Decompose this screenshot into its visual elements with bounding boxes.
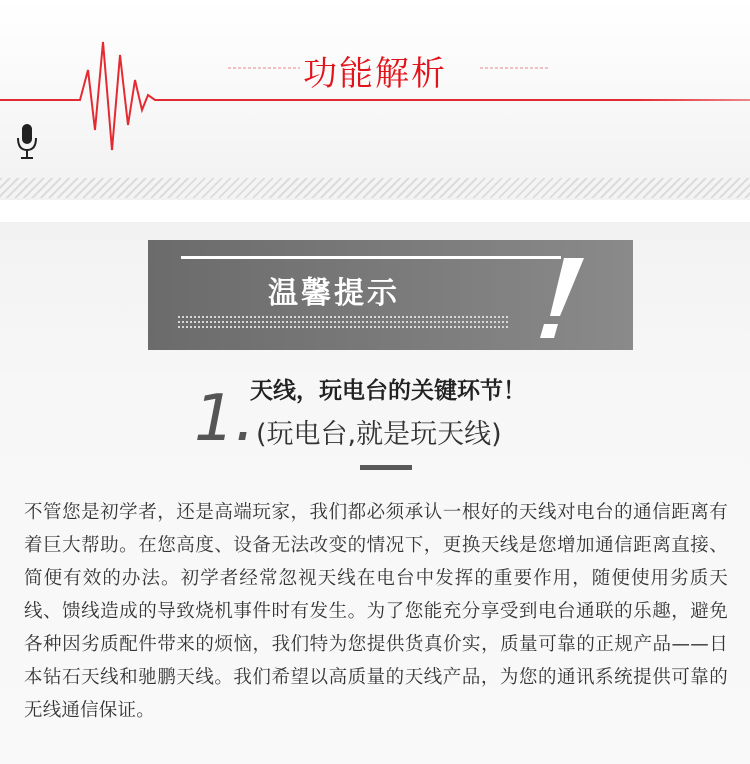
divider-stripe: [0, 178, 750, 198]
exclamation-icon: [536, 258, 586, 340]
body-paragraph: 不管您是初学者，还是高端玩家，我们都必须承认一根好的天线对电台的通信距离有着巨大帮助。在您高度、设备无法改变的情况下，更换天线是您增加通信距离直接、简便有效的办法。初学者经常忽视天线在电台中发挥的重要作用，随便使用劣质天线、馈线造成的导致烧机事件时有发生。为了您能充分享受到电台通联的乐趣，避免各种因劣质配件带来的烦恼，我们特为您提供货真价实，质量可靠的正规产品——日本钻石天线和驰鹏天线。我们希望以高质量的天线产品，为您的通讯系统提供可靠的无线通信保证。: [24, 502, 728, 721]
tip-title: 温馨提示: [268, 276, 400, 311]
heartbeat-wave: [0, 0, 750, 200]
tip-banner-line: [181, 256, 561, 259]
header-band: [0, 0, 750, 200]
section-heading: 天线，玩电台的关键环节！: [250, 378, 526, 404]
section-number: 1.: [194, 382, 256, 456]
microphone-icon: [16, 122, 38, 162]
page-title: 功能解析: [303, 54, 447, 94]
section-divider: [360, 465, 412, 470]
tip-decorative-dots: [178, 316, 508, 330]
section-subheading: (玩电台,就是玩天线): [256, 419, 502, 450]
